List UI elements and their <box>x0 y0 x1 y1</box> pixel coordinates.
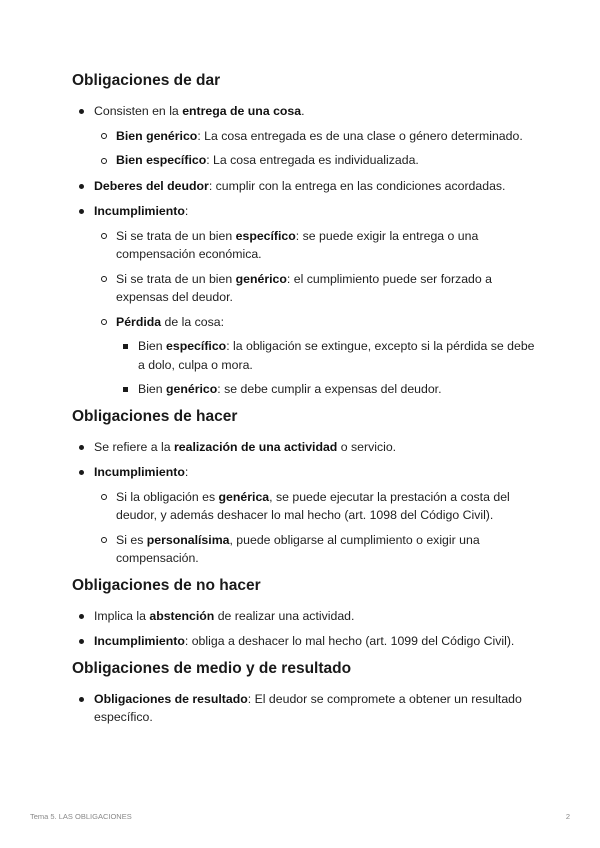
bullet-list <box>72 102 542 399</box>
list-item: Obligaciones de resultado: El deudor se compromete a obtener un resultado específico. <box>72 690 542 727</box>
list-item: Incumplimiento: Si la obligación es genérica, se puede ejecutar la prestación a costa del deudor, y además deshacer lo mal hecho (art. 1098 del Código Civil). Si es personalísima, puede obligarse al cumplimiento o exigir una compensación. <box>72 463 542 568</box>
list-item: Pérdida de la cosa: Bien específico: la obligación se extingue, excepto si la pérdida se debe a dolo, culpa o mora. Bien genérico: se debe cumplir a expensas del deudor. <box>94 313 542 399</box>
bullet-list <box>72 607 542 651</box>
section-heading: Obligaciones de no hacer <box>72 576 261 594</box>
list-item: Consisten en la entrega de una cosa. Bien genérico: La cosa entregada es de una clase o género determinado. Bien específico: La cosa entregada es individualizada. <box>72 102 542 170</box>
list-item: Bien genérico: La cosa entregada es de una clase o género determinado. <box>94 127 542 146</box>
sub-list <box>94 127 542 170</box>
list-item: Si es personalísima, puede obligarse al cumplimiento o exigir una compensación. <box>94 531 542 568</box>
list-item: Si se trata de un bien específico: se puede exigir la entrega o una compensación económica. <box>94 227 542 264</box>
bullet-list <box>72 438 542 568</box>
bullet-list <box>72 690 542 727</box>
list-item: Deberes del deudor: cumplir con la entrega en las condiciones acordadas. <box>72 177 542 196</box>
list-item: Si la obligación es genérica, se puede ejecutar la prestación a costa del deudor, y además deshacer lo mal hecho (art. 1098 del Código Civil). <box>94 488 542 525</box>
sub-sub-list <box>116 337 542 399</box>
list-item: Bien específico: La cosa entregada es individualizada. <box>94 151 542 170</box>
sub-list <box>94 488 542 568</box>
section-heading: Obligaciones de dar <box>72 72 221 89</box>
footer-title: Tema 5. LAS OBLIGACIONES <box>30 812 132 821</box>
section-heading: Obligaciones de hacer <box>72 407 238 425</box>
document-body <box>72 70 542 734</box>
page-number: 2 <box>565 812 570 821</box>
list-item: Bien específico: la obligación se extingue, excepto si la pérdida se debe a dolo, culpa o mora. <box>116 337 542 374</box>
list-item: Implica la abstención de realizar una actividad. <box>72 607 542 626</box>
list-item: Bien genérico: se debe cumplir a expensas del deudor. <box>116 380 542 399</box>
sub-list <box>94 227 542 399</box>
list-item: Incumplimiento: Si se trata de un bien específico: se puede exigir la entrega o una compensación económica. Si se trata de un bien genérico: el cumplimiento puede ser forzado a expensas del deudor. Pérdida de la cosa: Bien específico: la obligación se extingue, excepto si la pérdida se debe a dolo, culpa o mora. Bien genérico: se debe cumplir a expensas del deudor. <box>72 202 542 399</box>
section-heading: Obligaciones de medio y de resultado <box>72 659 352 677</box>
list-item: Incumplimiento: obliga a deshacer lo mal hecho (art. 1099 del Código Civil). <box>72 632 542 651</box>
list-item: Si se trata de un bien genérico: el cumplimiento puede ser forzado a expensas del deudor. <box>94 270 542 307</box>
list-item: Se refiere a la realización de una actividad o servicio. <box>72 438 542 457</box>
